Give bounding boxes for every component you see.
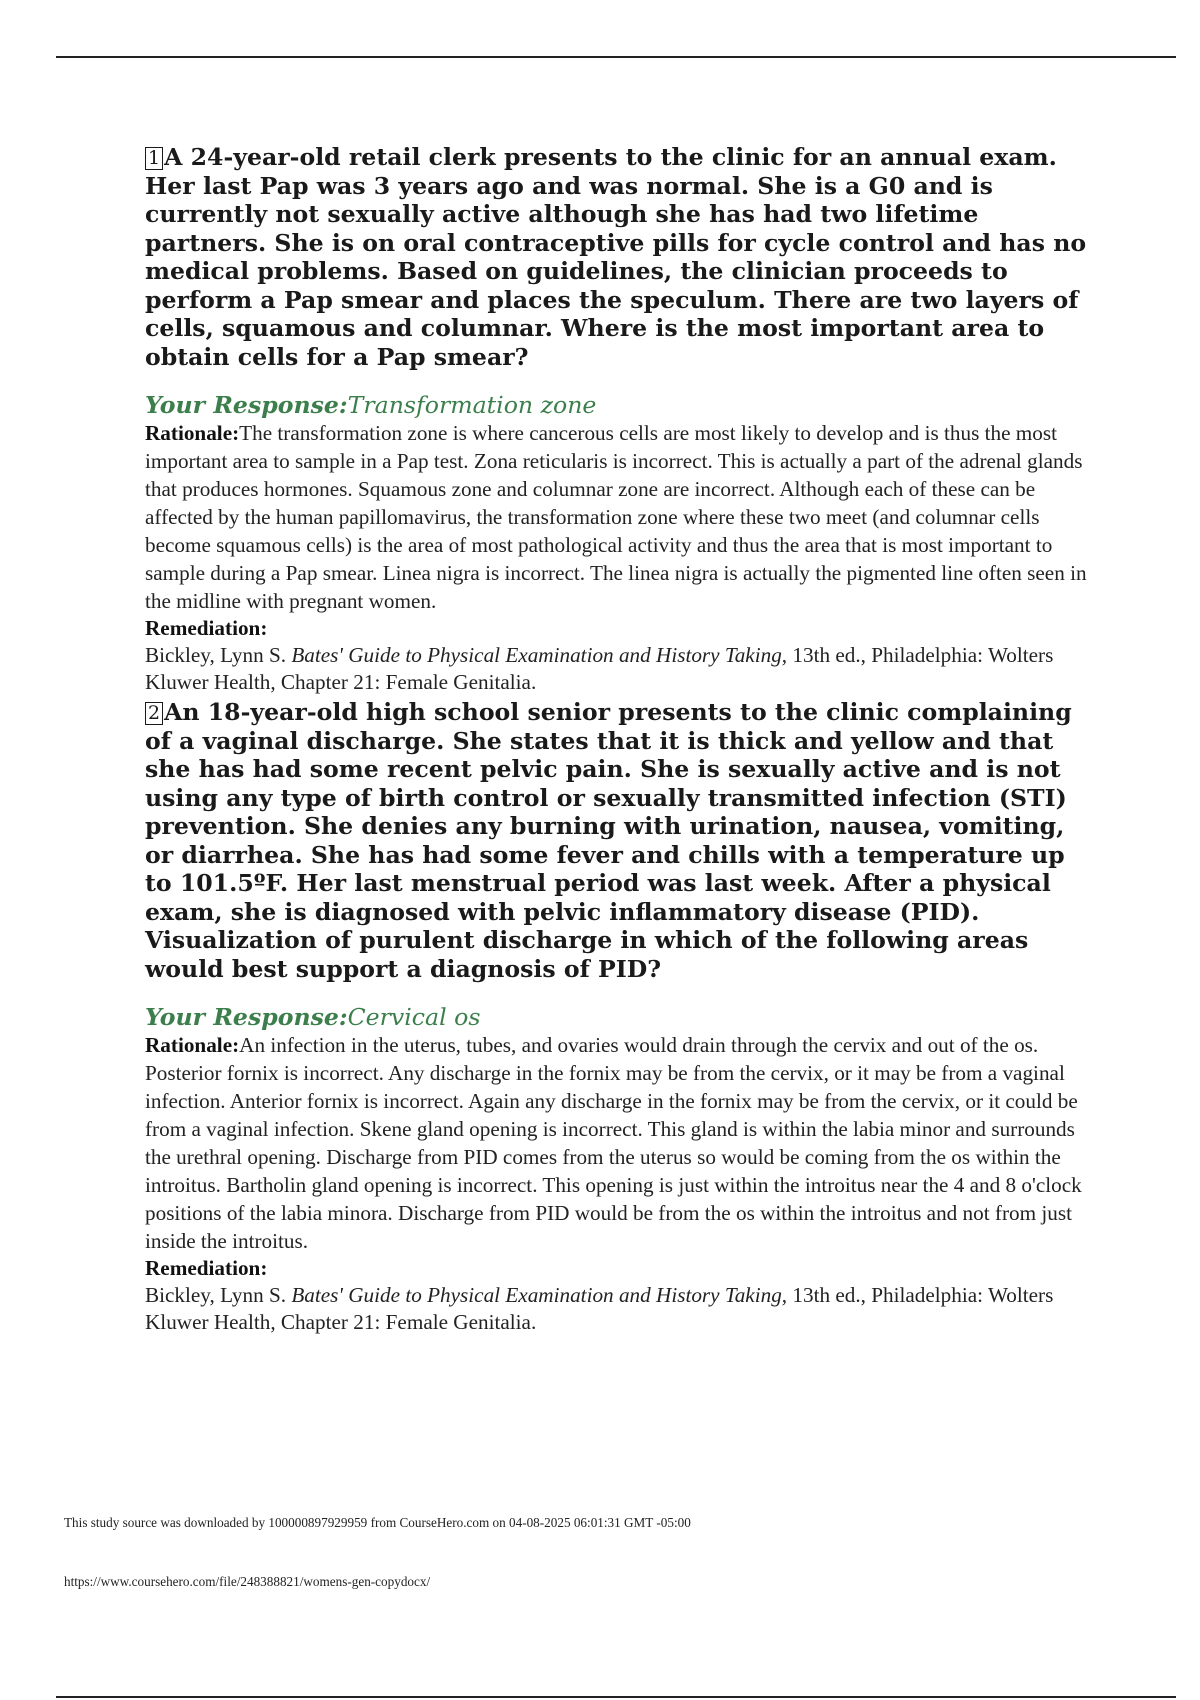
remediation-label: Remediation: [145,616,268,640]
rationale-text: An infection in the uterus, tubes, and ovaries would drain through the cervix and out of the os. Posterior fornix is incorrect. Any discharge in the fornix may be from the cervix, or it may be from a vaginal infection. Anterior fornix is incorrect. Again any discharge in the fornix may be from the cervix, or it could be from a vaginal infection. Skene gland opening is incorrect. This gland is within the labia minor and surrounds the urethral opening. Discharge from PID comes from the uterus so would be coming from the os within the introitus. Bartholin gland opening is incorrect. This opening is just within the introitus near the 4 and 8 o'clock positions of the labia minora. Discharge from PID would be from the os within the introitus and not from just inside the introitus. [145,1033,1082,1253]
rationale [145,1031,1090,1255]
download-notice: This study source was downloaded by 100000897929959 from CourseHero.com on 04-08-2025 06:01:31 GMT -05:00 [64,1515,691,1530]
response-label: Your Response: [145,1003,348,1031]
rationale-label: Rationale: [145,1033,240,1057]
rationale-label: Rationale: [145,421,240,445]
your-response [145,1003,1090,1031]
rationale [145,419,1090,615]
remediation-label: Remediation: [145,1256,268,1280]
question-number-box: 2 [145,702,163,725]
top-divider [56,56,1176,58]
question-stem: A 24-year-old retail clerk presents to the clinic for an annual exam. Her last Pap was 3 years ago and was normal. She is a G0 and is currently not sexually active although she has had two lifetime partners. She is on oral contraceptive pills for cycle control and has no medical problems. Based on guidelines, the clinician proceeds to perform a Pap smear and places the speculum. There are two layers of cells, squamous and columnar. Where is the most important area to obtain cells for a Pap smear? [145,143,1087,371]
source-url-link[interactable]: https://www.coursehero.com/file/248388821/womens-gen-copydocx/ [64,1574,431,1589]
citation-details: , 13th ed., Philadelphia: Wolters Kluwer Health, Chapter 21: Female Genitalia. [145,643,1054,694]
citation-details: , 13th ed., Philadelphia: Wolters Kluwer Health, Chapter 21: Female Genitalia. [145,1283,1054,1334]
question-text [145,143,1090,371]
question-text [145,698,1090,983]
citation-author: Bickley, Lynn S. [145,1283,292,1307]
response-label: Your Response: [145,391,348,419]
question-number-box: 1 [145,147,163,170]
citation-title: Bates' Guide to Physical Examination and History Taking [291,1283,782,1307]
citation-author: Bickley, Lynn S. [145,643,292,667]
document-body [145,143,1090,1336]
citation [145,1282,1090,1336]
rationale-text: The transformation zone is where cancerous cells are most likely to develop and is thus the most important area to sample in a Pap test. Zona reticularis is incorrect. This is actually a part of the adrenal glands that produces hormones. Squamous zone and columnar zone are incorrect. Although each of these can be affected by the human papillomavirus, the transformation zone where these two meet (and columnar cells become squamous cells) is the area of most pathological activity and thus the area that is most important to sample during a Pap smear. Linea nigra is incorrect. The linea nigra is actually the pigmented line often seen in the midline with pregnant women. [145,421,1087,613]
citation-title: Bates' Guide to Physical Examination and History Taking [291,643,782,667]
question-stem: An 18-year-old high school senior presents to the clinic complaining of a vaginal discharge. She states that it is thick and yellow and that she has had some recent pelvic pain. She is sexually active and is not using any type of birth control or sexually transmitted infection (STI) prevention. She denies any burning with urination, nausea, vomiting, or diarrhea. She has had some fever and chills with a temperature up to 101.5ºF. Her last menstrual period was last week. After a physical exam, she is diagnosed with pelvic inflammatory disease (PID). Visualization of purulent discharge in which of the following areas would best support a diagnosis of PID? [145,698,1072,983]
question-block-2 [145,698,1090,1336]
your-response [145,391,1090,419]
bottom-divider [56,1696,1176,1698]
response-value: Cervical os [347,1003,481,1031]
response-value: Transformation zone [347,391,597,419]
question-block-1 [145,143,1090,696]
citation [145,642,1090,696]
